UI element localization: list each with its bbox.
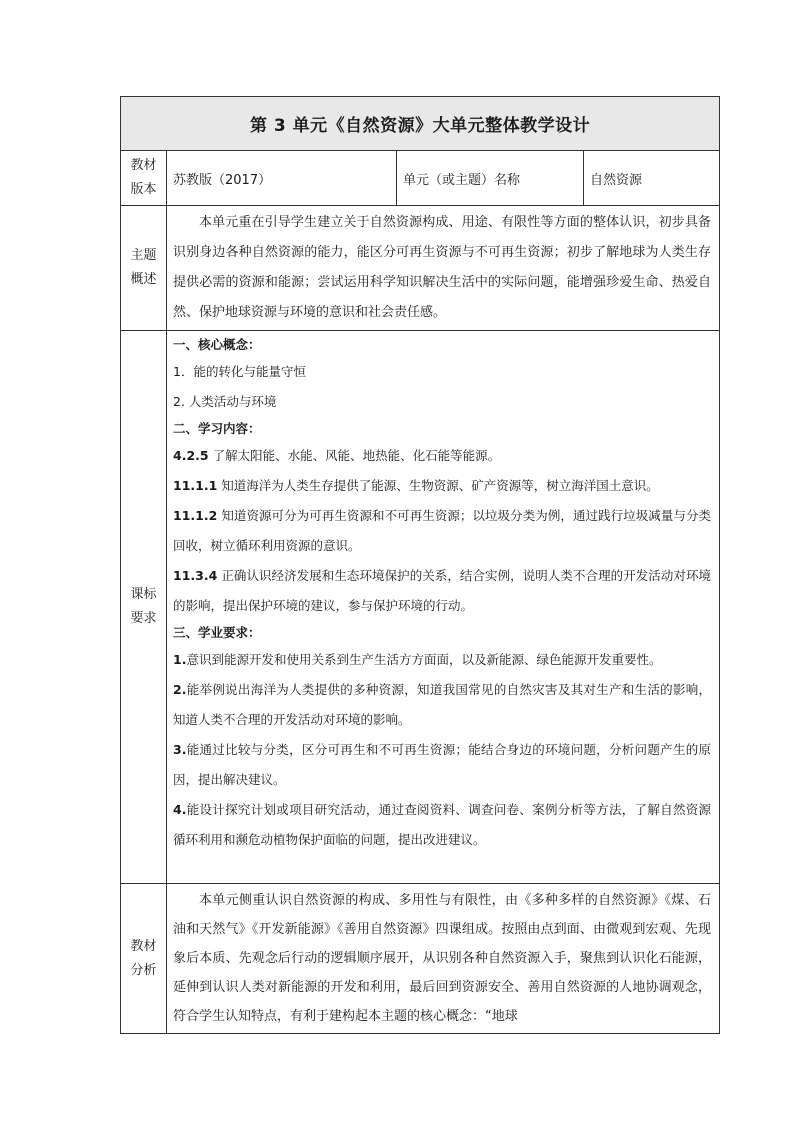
label-standards: 课标 要求 — [121, 331, 167, 884]
content-item: 11.1.2 知道资源可分为可再生资源和不可再生资源；以垃圾分类为例，通过践行垃圾减量与分类回收，树立循环利用资源的意识。 — [173, 508, 712, 553]
label-analysis: 教材 分析 — [121, 884, 167, 1034]
theme-overview-text: 本单元重在引导学生建立关于自然资源构成、用途、有限性等方面的整体认识，初步具备识别身边各种自然资源的能力，能区分可再生资源与不可再生资源；初步了解地球为人类生存提供必需的资源和能源；尝试运用科学知识解决生活中的实际问题，能增强珍爱生命、热爱自然、保护地球资源与环境的意识和社会责任感。 — [173, 215, 712, 320]
table-row-theme — [121, 206, 720, 331]
label-theme: 主题 概述 — [121, 206, 167, 331]
content-item: 11.1.1 知道海洋为人类生存提供了能源、生物资源、矿产资源等，树立海洋国土意识。 — [173, 478, 659, 493]
academic-requirements-heading: 三、学业要求： — [173, 625, 261, 640]
requirement-item: 3.能通过比较与分类，区分可再生和不可再生资源；能结合身边的环境问题，分析问题产生的原因，提出解决建议。 — [173, 742, 712, 787]
requirement-item: 2.能举例说出海洋为人类提供的多种资源，知道我国常见的自然灾害及其对生产和生活的影响，知道人类不合理的开发活动对环境的影响。 — [173, 682, 712, 727]
label-edition: 教材 版本 — [121, 151, 167, 206]
theme-overview-cell — [167, 206, 720, 331]
table-row-analysis — [121, 884, 720, 1034]
standards-cell — [167, 331, 720, 884]
concept-item: 2. 人类活动与环境 — [173, 394, 277, 409]
requirement-item: 1.意识到能源开发和使用关系到生产生活方方面面，以及新能源、绿色能源开发重要性。 — [173, 652, 662, 667]
analysis-cell — [167, 884, 720, 1034]
table-row-edition — [121, 151, 720, 206]
lesson-plan-table — [120, 96, 720, 1034]
requirement-item: 4.能设计探究计划或项目研究活动，通过查阅资料、调查问卷、案例分析等方法，了解自然资源循环利用和濒危动植物保护面临的问题，提出改进建议。 — [173, 802, 712, 847]
concept-item: 1．能的转化与能量守恒 — [173, 364, 306, 379]
core-concept-heading: 一、核心概念： — [173, 337, 261, 352]
edition-value: 苏教版（2017） — [167, 151, 397, 206]
content-item: 4.2.5 了解太阳能、水能、风能、地热能、化石能等能源。 — [173, 448, 501, 463]
analysis-text: 本单元侧重认识自然资源的构成、多用性与有限性，由《多种多样的自然资源》《煤、石油和天然气》《开发新能源》《善用自然资源》四课组成。按照由点到面、由微观到宏观、先现象后本质、先观念后行动的逻辑顺序展开，从识别各种自然资源入手，聚焦到认识化石能源，延伸到认识人类对新能源的开发和利用，最后回到资源安全、善用自然资源的人地协调观念，符合学生认知特点，有利于建构起本主题的核心概念：“地球 — [173, 893, 712, 1024]
unit-name-value: 自然资源 — [584, 151, 720, 206]
content-item: 11.3.4 正确认识经济发展和生态环境保护的关系，结合实例，说明人类不合理的开发活动对环境的影响，提出保护环境的建议，参与保护环境的行动。 — [173, 568, 712, 613]
document-title: 第 3 单元《自然资源》大单元整体教学设计 — [121, 97, 720, 151]
learning-content-heading: 二、学习内容： — [173, 421, 261, 436]
table-row-standards — [121, 331, 720, 884]
unit-name-label: 单元（或主题）名称 — [397, 151, 584, 206]
